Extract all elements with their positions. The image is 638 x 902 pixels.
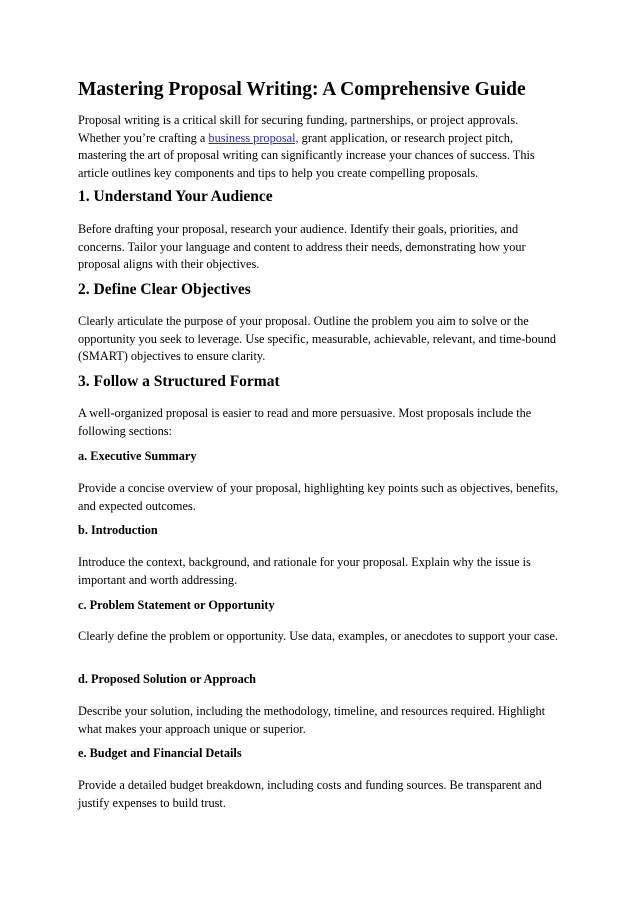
subsection-heading-proposed-solution: d. Proposed Solution or Approach xyxy=(78,672,257,686)
business-proposal-link[interactable]: business proposal, xyxy=(208,130,299,145)
section-heading-objectives: 2. Define Clear Objectives xyxy=(78,281,251,298)
subsection-body-problem-statement: Clearly define the problem or opportunity. Use data, examples, or anecdotes to support your case. xyxy=(78,629,559,643)
subsection-heading-introduction: b. Introduction xyxy=(78,523,158,537)
subsection-heading-executive-summary: a. Executive Summary xyxy=(78,449,197,463)
page-title: Mastering Proposal Writing: A Comprehensive Guide xyxy=(78,79,526,100)
subsection-body-budget: Provide a detailed budget breakdown, including costs and funding sources. Be transparent and justify expenses to build trust. xyxy=(78,778,542,810)
subsection-heading-budget: e. Budget and Financial Details xyxy=(78,746,242,760)
intro-text-start: Proposal writing is a critical skill for securing funding, partnerships, or project approvals. Whether you’re crafting a xyxy=(78,113,519,145)
subsection-body-proposed-solution: Describe your solution, including the methodology, timeline, and resources required. Highlight what makes your approach unique or superior. xyxy=(78,704,546,736)
intro-paragraph xyxy=(78,112,560,182)
section-body-format: A well-organized proposal is easier to read and more persuasive. Most proposals include the following sections: xyxy=(78,406,532,438)
intro-text-end: grant application, or research project pitch, mastering the art of proposal writing can significantly increase your chances of success. This article outlines key components and tips to help you create compelling proposals. xyxy=(78,130,535,180)
subsection-heading-problem-statement: c. Problem Statement or Opportunity xyxy=(78,598,275,612)
section-heading-audience: 1. Understand Your Audience xyxy=(78,188,273,205)
section-body-objectives: Clearly articulate the purpose of your proposal. Outline the problem you aim to solve or the opportunity you seek to leverage. Use specific, measurable, achievable, relevant, and time-bound (SMART) objectives to ensure clarity. xyxy=(78,314,557,364)
subsection-body-executive-summary: Provide a concise overview of your proposal, highlighting key points such as objectives, benefits, and expected outcomes. xyxy=(78,481,559,513)
section-heading-format: 3. Follow a Structured Format xyxy=(78,373,280,390)
section-body-audience: Before drafting your proposal, research your audience. Identify their goals, priorities, and concerns. Tailor your language and content to address their needs, demonstrating how your proposal aligns with their objectives. xyxy=(78,222,526,272)
subsection-body-introduction: Introduce the context, background, and rationale for your proposal. Explain why the issue is important and worth addressing. xyxy=(78,555,531,587)
